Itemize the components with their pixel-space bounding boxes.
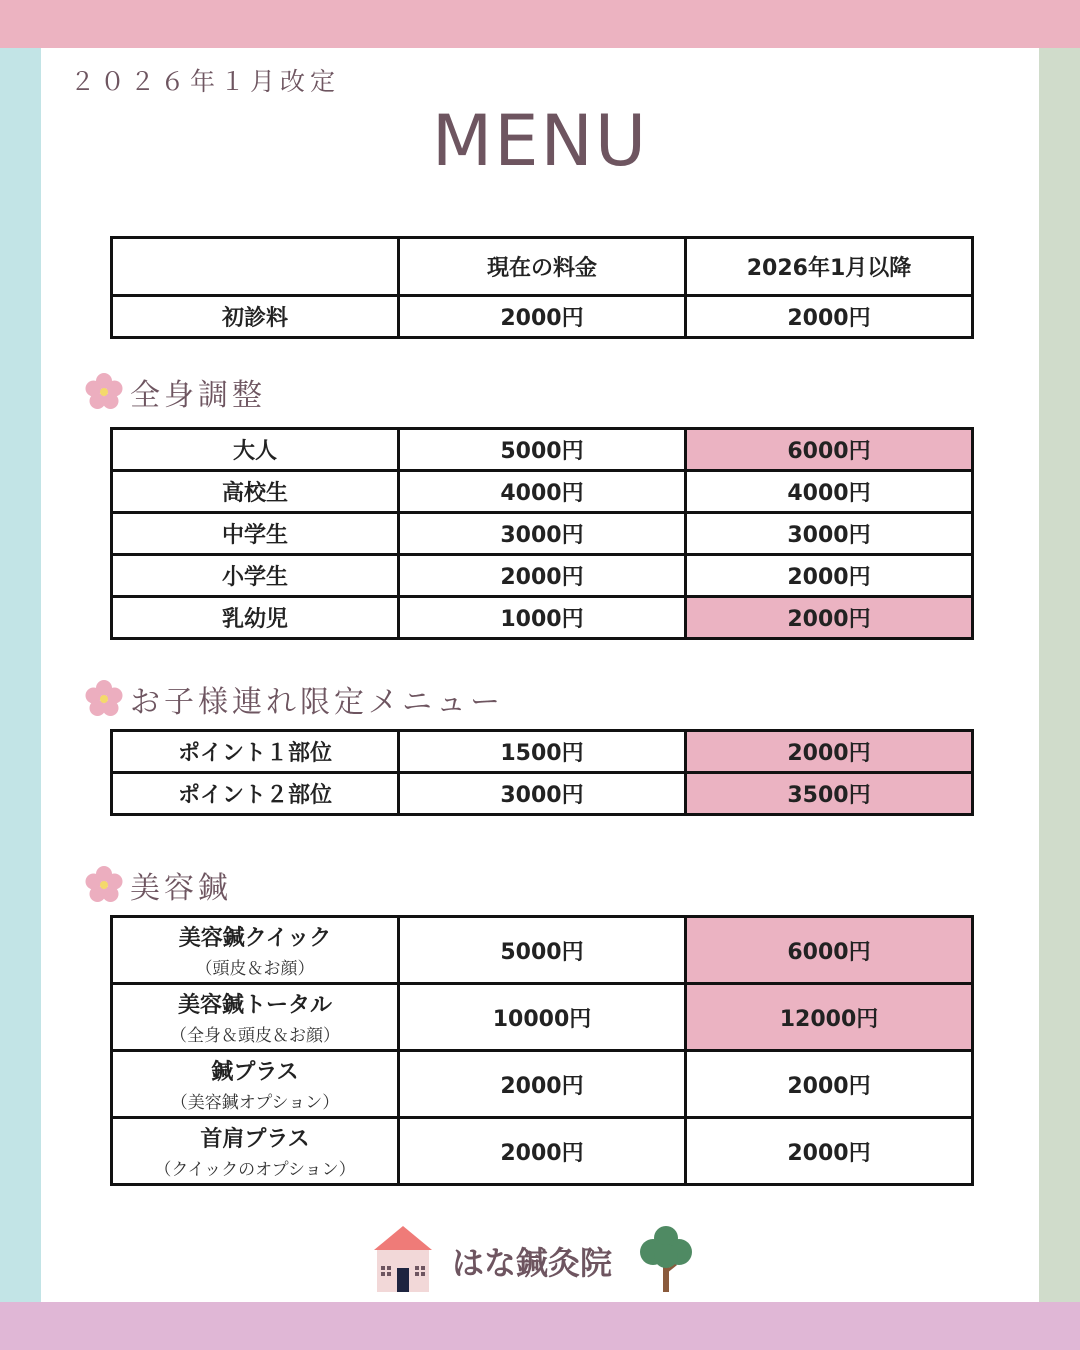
section-title: 全身調整: [130, 378, 266, 413]
item-name: [112, 984, 399, 1051]
table-row: [112, 773, 973, 815]
item-note: （頭皮＆お顔）: [195, 959, 315, 979]
flower-icon: [84, 372, 124, 412]
current-price: 2000円: [399, 1051, 686, 1118]
revision-date: ２０２６年１月改定: [70, 67, 341, 96]
top-color-band: [0, 0, 1080, 48]
table-header-row: [112, 238, 973, 296]
item-name: ポイント２部位: [112, 773, 399, 815]
item-name: 乳幼児: [112, 597, 399, 639]
current-price: 10000円: [399, 984, 686, 1051]
header-new-price: 2026年1月以降: [686, 238, 973, 296]
table-row: [112, 429, 973, 471]
new-price: 2000円: [686, 1051, 973, 1118]
table-row: [112, 917, 973, 984]
table-row: [112, 296, 973, 338]
kids-menu-price-table: [110, 729, 974, 816]
bottom-color-band: [0, 1302, 1080, 1350]
new-price: 3500円: [686, 773, 973, 815]
new-price: 2000円: [686, 597, 973, 639]
right-color-band: [1039, 48, 1080, 1302]
section-heading-beauty-acupuncture: [84, 863, 232, 907]
table-row: [112, 1118, 973, 1185]
beauty-acupuncture-price-table: [110, 915, 974, 1186]
new-price: 3000円: [686, 513, 973, 555]
section-title: 美容鍼: [130, 871, 232, 906]
clinic-name: はな鍼灸院: [452, 1244, 613, 1282]
table-row: [112, 555, 973, 597]
section-title: お子様連れ限定メニュー: [130, 685, 504, 720]
flower-icon: [84, 679, 124, 719]
item-note: （クイックのオプション）: [154, 1160, 356, 1180]
full-body-price-table: [110, 427, 974, 640]
current-price: 1500円: [399, 731, 686, 773]
current-price: 3000円: [399, 773, 686, 815]
header-blank-cell: [112, 238, 399, 296]
item-name: [112, 917, 399, 984]
table-row: [112, 1051, 973, 1118]
table-row: [112, 984, 973, 1051]
house-icon: [372, 1224, 434, 1294]
header-current-price: 現在の料金: [399, 238, 686, 296]
page-title: MENU: [431, 100, 649, 182]
item-name: 大人: [112, 429, 399, 471]
item-name: ポイント１部位: [112, 731, 399, 773]
tree-icon: [636, 1224, 696, 1294]
current-price: 4000円: [399, 471, 686, 513]
item-name: [112, 1118, 399, 1185]
new-price: 2000円: [686, 555, 973, 597]
new-price: 12000円: [686, 984, 973, 1051]
left-color-band: [0, 48, 41, 1302]
table-row: [112, 513, 973, 555]
new-price: 2000円: [686, 296, 973, 338]
section-heading-kids-menu: [84, 677, 504, 721]
table-row: [112, 471, 973, 513]
footer: [370, 1222, 710, 1294]
current-price: 5000円: [399, 429, 686, 471]
item-name: 小学生: [112, 555, 399, 597]
table-row: [112, 597, 973, 639]
item-title: 美容鍼クイック: [178, 926, 332, 951]
item-title: 鍼プラス: [211, 1060, 299, 1085]
item-note: （美容鍼オプション）: [170, 1093, 340, 1113]
new-price: 6000円: [686, 917, 973, 984]
flower-icon: [84, 865, 124, 905]
item-title: 美容鍼トータル: [177, 993, 332, 1018]
section-heading-full-body: [84, 370, 266, 414]
item-title: 首肩プラス: [200, 1127, 310, 1152]
item-name: 初診料: [112, 296, 399, 338]
item-note: （全身＆頭皮＆お顔）: [170, 1026, 340, 1046]
item-name: 中学生: [112, 513, 399, 555]
new-price: 4000円: [686, 471, 973, 513]
current-price: 2000円: [399, 296, 686, 338]
new-price: 6000円: [686, 429, 973, 471]
current-price: 5000円: [399, 917, 686, 984]
table-row: [112, 731, 973, 773]
item-name: [112, 1051, 399, 1118]
item-name: 高校生: [112, 471, 399, 513]
current-price: 2000円: [399, 1118, 686, 1185]
current-price: 3000円: [399, 513, 686, 555]
initial-fee-table: [110, 236, 974, 339]
current-price: 2000円: [399, 555, 686, 597]
current-price: 1000円: [399, 597, 686, 639]
new-price: 2000円: [686, 731, 973, 773]
new-price: 2000円: [686, 1118, 973, 1185]
